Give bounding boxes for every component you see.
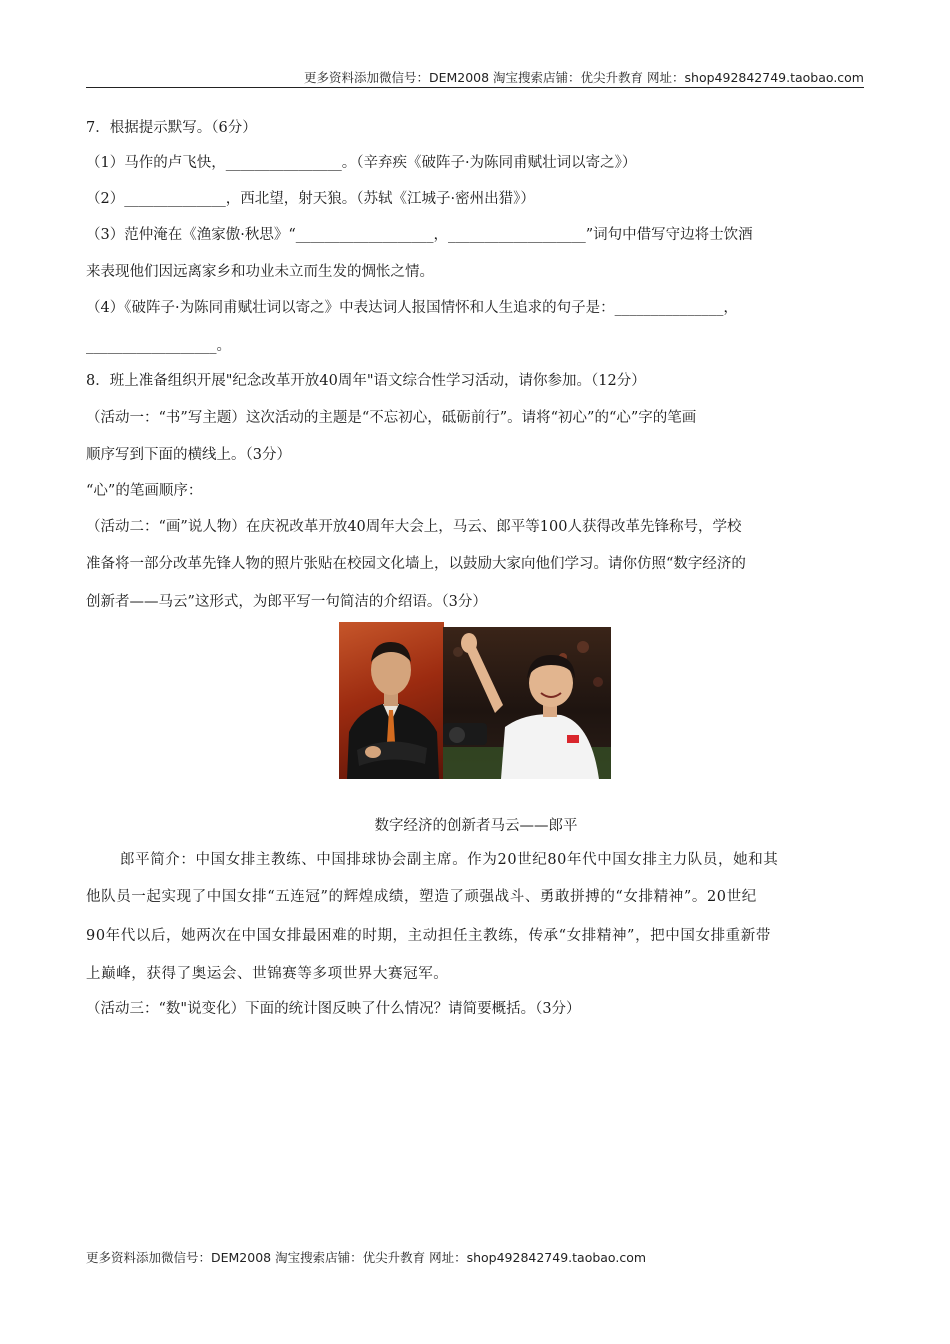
lang-ping-bio-line2: 他队员一起实现了中国女排“五连冠”的辉煌成绩，塑造了顽强战斗、勇敢拼搏的“女排精神”。20世纪: [86, 889, 757, 905]
lang-ping-portrait-image: [443, 627, 611, 779]
q7-item-3: （3）范仲淹在《渔家傲·秋思》“___________________，___________________”词句中借写守边将士饮酒: [86, 227, 753, 243]
lang-ping-bio-line4: 上巅峰，获得了奥运会、世锦赛等多项世界大赛冠军。: [86, 966, 449, 982]
q7-item-2: （2）______________，西北望，射天狼。（苏轼《江城子·密州出猎》）: [86, 191, 535, 207]
q7-title: 7．根据提示默写。（6分）: [86, 120, 257, 136]
q8-activity1-line2: 顺序写到下面的横线上。（3分）: [86, 447, 291, 463]
q8-activity3: （活动三：“数"说变化）下面的统计图反映了什么情况？请简要概括。（3分）: [86, 1001, 581, 1017]
q8-activity1-line3: “心”的笔画顺序：: [86, 483, 203, 499]
q7-item-3-cont: 来表现他们因远离家乡和功业未立而生发的惆怅之情。: [86, 264, 434, 280]
page-footer: 更多资料添加微信号：DEM2008 淘宝搜索店铺：优尖升教育 网址：shop492842749.taobao.com: [86, 1250, 647, 1265]
q8-activity2-line2: 准备将一部分改革先锋人物的照片张贴在校园文化墙上，以鼓励大家向他们学习。请你仿照“数字经济的: [86, 556, 746, 572]
q8-activity1-line1: （活动一：“书”写主题）这次活动的主题是“不忘初心，砥砺前行”。请将“初心”的“心”字的笔画: [86, 410, 697, 426]
portrait-photos: [339, 622, 611, 779]
photo-caption: 数字经济的创新者马云——郎平: [374, 818, 578, 834]
ma-yun-portrait-image: [339, 622, 444, 779]
q8-title: 8．班上准备组织开展"纪念改革开放40周年"语文综合性学习活动，请你参加。（12分）: [86, 373, 646, 389]
q7-item-4: （4）《破阵子·为陈同甫赋壮词以寄之》中表达词人报国情怀和人生追求的句子是：_______________，: [86, 300, 738, 316]
page-header: 更多资料添加微信号：DEM2008 淘宝搜索店铺：优尖升教育 网址：shop492842749.taobao.com: [303, 70, 864, 85]
photo-ma-yun: [339, 622, 444, 779]
header-divider: [86, 87, 864, 88]
q8-activity2-line1: （活动二：“画”说人物）在庆祝改革开放40周年大会上，马云、郎平等100人获得改革先锋称号，学校: [86, 519, 742, 535]
q7-item-1: （1）马作的卢飞快，________________。（辛弃疾《破阵子·为陈同甫赋壮词以寄之》）: [86, 155, 637, 171]
lang-ping-bio-line3: 90年代以后，她两次在中国女排最困难的时期，主动担任主教练，传承“女排精神”，把中国女排重新带: [86, 928, 771, 944]
photo-lang-ping: [443, 627, 611, 779]
q8-activity2-line3: 创新者——马云”这形式，为郎平写一句简洁的介绍语。（3分）: [86, 594, 487, 610]
lang-ping-bio-line1: 郎平简介：中国女排主教练、中国排球协会副主席。作为20世纪80年代中国女排主力队员，她和其: [120, 852, 779, 868]
q7-item-4-cont: __________________。: [86, 338, 231, 354]
